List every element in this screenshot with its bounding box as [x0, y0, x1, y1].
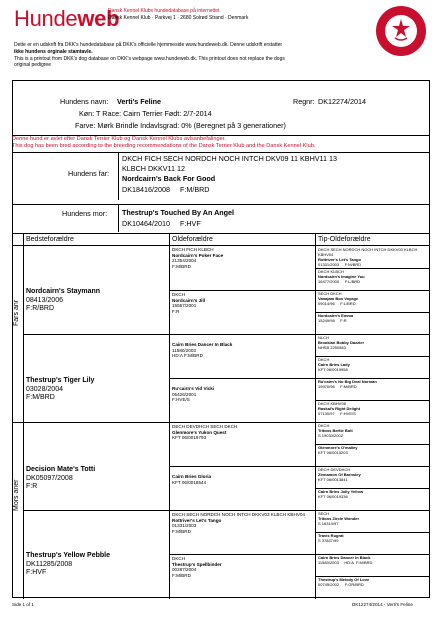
gggp-name: Cairn Bries Jolly Yellow: [318, 489, 364, 494]
ggp-titles: DKCH: [172, 292, 186, 297]
ggp-titles: DKCH FICH KLBCH: [172, 247, 214, 252]
ggp-name: Cairn Bries Gloria: [172, 474, 212, 479]
ggp-reg: KFT 06/0018544: [172, 479, 207, 485]
great-great-grandparent-16: [318, 577, 428, 587]
ggp-color: F:M/BRD: [172, 528, 191, 534]
gggp-titles: DKCH KLBCH: [318, 269, 344, 274]
ggp-name: Ru'cairn's Vid Vicki: [172, 386, 215, 391]
father-section: [12, 152, 430, 200]
side-fars-anr: Fars anr: [13, 299, 20, 326]
great-grandparent-7: [172, 512, 312, 534]
great-great-grandparent-6: [318, 357, 428, 372]
intro-en-1: This is a printout from DKK's dog database on DKK's webpage www.hundeweb.dk. This printout does not replace the dogs: [14, 55, 285, 62]
gggp-reg: S 16314/97: [318, 521, 339, 526]
father-titles-2: KLBCH DKKV11 12: [122, 164, 185, 173]
mother-reg: DK10464/2010 F:HVF: [122, 219, 201, 228]
ggp-reg: 00287/2004: [172, 567, 197, 573]
ggp-color: F:R: [172, 308, 180, 314]
great-grandparent-1: [172, 247, 312, 269]
gggp-titles: SECH DKCH: [318, 291, 342, 296]
great-great-grandparent-8: [318, 401, 428, 416]
logo-prefix: Hunde: [14, 6, 78, 31]
hundeweb-logo: [14, 6, 119, 32]
great-grandparent-8: [172, 556, 312, 578]
great-grandparent-3: [172, 342, 312, 359]
gp-reg: DK05097/2008: [26, 474, 73, 482]
logo-suffix: web: [77, 6, 120, 31]
great-great-grandparent-9: [318, 423, 428, 438]
gggp-name: Raskal's Right Delight: [318, 406, 361, 411]
club-line-1: Dansk Kennel Klubs hundedatabase på internettet: [108, 8, 220, 14]
gggp-titles: DKCH SECH NORDCH NOCH INTCH DKKV03 KLBCH KBHV04: [318, 247, 418, 257]
gggp-reg: 09014/96 F:L/BRD: [318, 301, 356, 306]
ggp-reg: 15557/2001: [172, 303, 197, 309]
gggp-name: Ru'cairn's No Big Deal Norman: [318, 379, 377, 384]
gggp-name: Thestrup's Melody Of Love: [318, 577, 370, 582]
gggp-reg: KFT 06/0019336: [318, 494, 348, 499]
gggp-name: Brookian Bobby Dazzler: [318, 340, 365, 345]
footer-page: Side 1 of 1: [12, 602, 34, 607]
father-reg: DK18416/2008 F:M/BRD: [122, 185, 210, 194]
great-great-grandparent-4: [318, 313, 428, 323]
regnr-label: Regnr:: [293, 97, 315, 106]
ggp-name: Cairn Bries Dancer In Black: [172, 342, 233, 347]
great-grandparent-5: [172, 424, 312, 441]
ggp-reg: KFT 06/0019793: [172, 435, 207, 441]
great-great-grandparent-14: [318, 533, 428, 543]
gp-color: F:R: [26, 483, 38, 490]
gggp-titles: DECH DEVDHCH: [318, 467, 351, 472]
ggp-name: Glenmore's Yukon Quest: [172, 429, 227, 435]
breeding-notice-en: This dog has been bred according to the breeding recommendations of the Dansk Terrier Klub and the Dansk Kennel Klub.: [12, 143, 316, 149]
ggp-reg: 11580/2003: [172, 347, 196, 353]
gp-reg: 08413/2006: [26, 296, 63, 304]
ggp-titles: DKCH SECH NORDCH NOCH INTCH DKKV03 KLBCH KBHV04: [172, 512, 305, 517]
great-great-grandparent-5: [318, 335, 428, 350]
gggp-reg: KFT 06/0015203: [318, 450, 348, 455]
dog-name-label: Hundens navn:: [60, 97, 109, 106]
gggp-name: Cairn Bries Dancer In Black: [318, 555, 371, 560]
ggp-color: F:HVE/S: [172, 397, 190, 403]
gp-reg: 03028/2004: [26, 385, 63, 393]
pedigree-grid: [12, 233, 430, 598]
intro-da-2: ikke hundens orginale stamtavle.: [14, 48, 93, 55]
regnr: DK12274/2014: [318, 97, 366, 106]
gggp-reg: S 37847/99: [318, 538, 339, 543]
col-great: Oldeforældre: [172, 236, 213, 243]
gggp-name: Tritons Zircle Wonder: [318, 516, 360, 521]
ggp-color: F:M/BRD: [172, 572, 191, 578]
great-great-grandparent-11: [318, 467, 428, 482]
ggp-titles: DECH DEVDHCH SECH DKCH: [172, 424, 238, 429]
gggp-titles: SECH: [318, 511, 330, 516]
gggp-name: Cairn Bries Lady: [318, 362, 350, 367]
dog-color-line: Farve: Mørk Brindle Indavlsgrad: 0% (Beregnet på 3 generationer): [75, 121, 286, 130]
gggp-reg: 07130/97 F:HVE/S: [318, 411, 356, 416]
grandparent-2: [26, 377, 94, 403]
ggp-name: Nordcairn's Jill: [172, 297, 206, 303]
club-line-2: Dansk Kennel Klub · Parkvej 1 · 2680 Solrød Strand · Denmark: [108, 15, 249, 21]
ggp-color: F:M/BRD: [172, 263, 191, 269]
gggp-reg: 00745/2002 F:GR/BRD: [318, 582, 364, 587]
gggp-reg: NHSB 2250583: [318, 345, 346, 350]
great-great-grandparent-15: [318, 555, 428, 565]
great-grandparent-4: [172, 386, 312, 403]
side-mors-aner: Mors aner: [13, 479, 20, 511]
gp-name: Decision Mate's Totti: [26, 466, 96, 473]
gggp-reg: 19970/96 F:M/BRD: [318, 384, 357, 389]
gggp-reg: S 19033/2002: [318, 433, 343, 438]
great-grandparent-2: [172, 292, 312, 314]
ggp-name: Rottriver's Let's Tango: [172, 517, 222, 523]
ggp-reg: 01331/2003: [172, 523, 197, 529]
father-titles-1: DKCH FICH SECH NORDCH NOCH INTCH DKV09 11 KBHV11 13: [122, 154, 338, 163]
gggp-titles: DKCH: [318, 357, 330, 362]
gggp-name: Vanajam Bon Voyage: [318, 296, 359, 301]
gggp-reg: 16477/2000 F:L/BRD: [318, 279, 361, 284]
gggp-name: Rottriver's Let's Tango: [318, 257, 361, 262]
mother-label: Hundens mor:: [62, 209, 108, 218]
grandparent-1: [26, 288, 100, 314]
ggp-reg: 05426/2001: [172, 391, 197, 397]
gp-name: Thestrup's Yellow Pebble: [26, 552, 111, 559]
gggp-name: Travis Rugrat: [318, 533, 344, 538]
gggp-titles: DKCH: [318, 423, 330, 428]
gp-reg: DK11285/2008: [26, 560, 73, 568]
footer-dog: DK12274/2014 - Verti's Feline: [352, 602, 413, 607]
mother-section: [12, 204, 430, 232]
gp-name: Nordcairn's Staymann: [26, 288, 101, 295]
great-great-grandparent-3: [318, 291, 428, 306]
mother-name: Thestrup's Touched By An Angel: [122, 208, 235, 217]
gggp-reg: 01331/2003 F:M/BRD: [318, 262, 362, 267]
great-great-grandparent-13: [318, 511, 428, 526]
grandparent-4: [26, 552, 110, 578]
gp-name: Thestrup's Tiger Lily: [26, 377, 95, 384]
col-greatgreat: Tip-Oldeforældre: [318, 236, 371, 243]
gp-color: F:M/BRD: [26, 394, 55, 401]
great-great-grandparent-1: [318, 247, 428, 267]
col-grandparents: Bedsteforældre: [26, 236, 74, 243]
father-label: Hundens far:: [68, 169, 110, 178]
gp-color: F:R/BRD: [26, 305, 54, 312]
dog-name: Verti's Feline: [117, 97, 162, 106]
intro-en-2: original pedigree: [14, 62, 51, 69]
dkk-seal-logo: [376, 6, 426, 56]
ggp-titles: DKCH: [172, 556, 186, 561]
gggp-name: Tritons Bertie Bolt: [318, 428, 353, 433]
breeding-notice-da: Denne hund er avlet efter Dansk Terrier Klub og Dansk Kennel Klubs avlsanbefalinger.: [12, 136, 226, 142]
club-info: [108, 8, 248, 22]
gggp-name: Nordcairn's Imagine You: [318, 274, 365, 279]
gggp-reg: 15249/98 F:R: [318, 318, 347, 323]
great-great-grandparent-12: [318, 489, 428, 499]
great-great-grandparent-2: [318, 269, 428, 284]
gp-color: F:HVF: [26, 569, 47, 576]
ggp-color: HD:A F:M/BRD: [172, 353, 203, 359]
intro-text: [14, 42, 374, 69]
gggp-name: Zinnamon Of Barnsley: [318, 472, 361, 477]
gggp-titles: DKCH KBHV98: [318, 401, 346, 406]
gggp-reg: KFT 06/0013841: [318, 477, 348, 482]
gggp-reg: 11580/2003 HD:A F:M/BRD: [318, 560, 373, 565]
father-name: Nordcairn's Back For Good: [122, 174, 216, 183]
ggp-reg: 21354/2004: [172, 258, 197, 264]
great-great-grandparent-10: [318, 445, 428, 455]
breeding-notice: [12, 136, 430, 150]
ggp-name: Thestrup's Spellbinder: [172, 561, 222, 567]
great-grandparent-6: [172, 474, 312, 485]
ggp-name: Nordcairn's Poker Face: [172, 252, 224, 258]
gggp-name: Nordcairn's Emma: [318, 313, 354, 318]
grandparent-3: [26, 466, 95, 492]
gggp-titles: NLCH: [318, 335, 329, 340]
gggp-name: Glenmore's O'malley: [318, 445, 358, 450]
gggp-reg: KFT 06/0019958: [318, 367, 348, 372]
dog-sex-line: Køn: T Race: Cairn Terrier Født: 2/7-2014: [79, 109, 212, 118]
intro-da-1: Dette er en udskrift fra DKK's hundedatabase på DKK's officielle hjemmeside www.hundeweb.dk. Denne udskrift erstatter: [14, 42, 283, 48]
great-great-grandparent-7: [318, 379, 428, 389]
